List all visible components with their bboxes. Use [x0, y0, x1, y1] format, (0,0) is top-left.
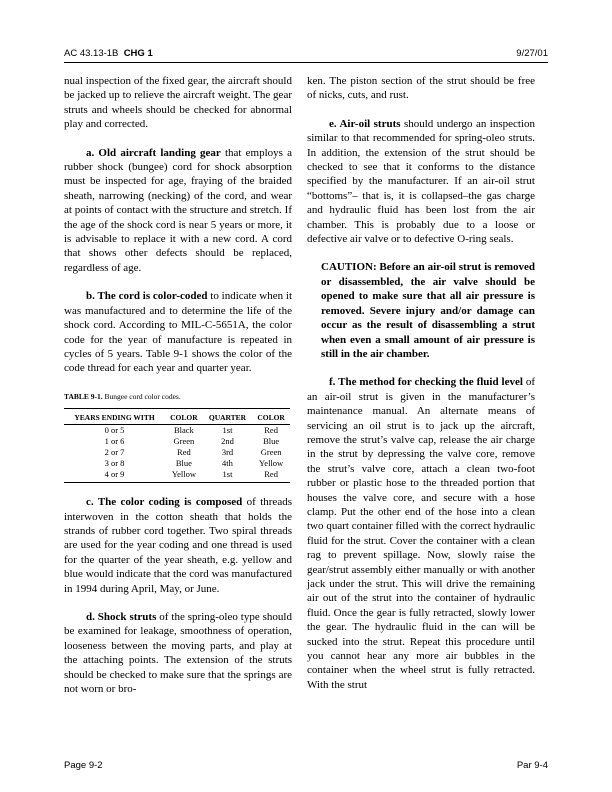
table-cell: 3rd [221, 447, 234, 458]
table-cell: Black [173, 425, 194, 436]
table-cell: Blue [263, 436, 280, 447]
footer-page-number: Page 9-2 [64, 760, 103, 771]
table-cell: 1 or 6 [104, 436, 125, 447]
header-doc-id: AC 43.13-1B CHG 1 [64, 48, 153, 59]
table-cell: 2nd [221, 436, 234, 447]
paragraph-f-heading: f. The method for checking the fluid level [329, 376, 523, 389]
table-cell: Red [252, 469, 290, 483]
header-rule [64, 62, 548, 63]
table-header-row [64, 409, 290, 425]
table-header-cell: COLOR [252, 409, 290, 425]
paragraph-e-heading: e. Air-oil struts [329, 117, 401, 130]
table-cell: 3 or 8 [104, 458, 125, 469]
table-cell: 1st [203, 469, 252, 483]
table-row [64, 447, 290, 458]
table-cell: Red [264, 425, 278, 436]
paragraph-b-heading: b. The cord is color-coded [86, 290, 208, 303]
table-cell: Yellow [165, 469, 203, 483]
paragraph-f: f. The method for checking the fluid level of an air-oil strut is given in the manufacturer’s maintenance manual. An alternate means of servicing an oil strut is to jack up the aircraft, remove the strut’s valve cap, release the air charge in the strut by depressing the valve core, remove the strut’s valve core, attach a clean two-foot rubber or plastic hose to the threaded portion that houses the valve core, and secure with a hose clamp. Put the other end of the hose into a clean two quart container filled with the correct hydraulic fluid for the strut. Cover the container with a clean rag to prevent spillage. Now, slowly raise the gear/strut assembly either manually or with another jack under the strut. This will drive the remaining air out of the strut into the container of hydraulic fluid. Once the gear is fully retracted, slowly lower the gear. The hydraulic fluid in the can will be sucked into the strut. Repeat this procedure until you cannot hear any more air bubbles in the container when the wheel strut is fully retracted. With the strut [307, 376, 535, 691]
table-cell: Green [260, 447, 282, 458]
table-row [64, 425, 290, 437]
paragraph-c: c. The color coding is composed of threads interwoven in the cotton sheath that holds the strands of rubber cord together. Two spiral threads are used for the year coding and one thread is used for the quarter of the year sheath, e.g. yellow and blue would indicate that the cord was manufactured in 1994 during April, May, or June. [64, 496, 292, 595]
table-row [64, 436, 290, 447]
right-column [307, 74, 535, 706]
paragraph-a-heading: a. Old aircraft landing gear [86, 146, 221, 159]
paragraph-d-heading: d. Shock struts [86, 610, 157, 623]
bungee-color-table [64, 408, 290, 483]
header-date: 9/27/01 [516, 48, 548, 59]
paragraph-c-heading: c. The color coding is composed [86, 496, 243, 509]
table-cell: Red [177, 447, 191, 458]
paragraph-continued-right: ken. The piston section of the strut should be free of nicks, cuts, and rust. [307, 75, 535, 102]
table-cell: 4 or 9 [64, 469, 165, 483]
paragraph-continued: nual inspection of the fixed gear, the aircraft should be jacked up to relieve the aircraft weight. The gear struts and wheels should be checked for abnormal play and corrected. [64, 75, 292, 131]
table-cell: 4th [222, 458, 233, 469]
footer-paragraph-ref: Par 9-4 [516, 760, 548, 771]
table-header-cell: QUARTER [203, 409, 252, 425]
left-column [64, 74, 292, 710]
table-header-cell: YEARS ENDING WITH [64, 409, 165, 425]
table-header-cell: COLOR [165, 409, 203, 425]
paragraph-d: d. Shock struts of the spring-oleo type should be examined for leakage, smoothness of operation, looseness between the moving parts, and play at the attaching points. The extension of the struts should be checked to make sure that the springs are not worn or bro- [64, 610, 292, 695]
paragraph-b: b. The cord is color-coded to indicate when it was manufactured and to determine the life of the shock cord. According to MIL-C-5651A, the color code for the year of manufacture is repeated in cycles of 5 years. Table 9-1 shows the color of the code thread for each year and quarter year. [64, 290, 292, 375]
table-cell: 0 or 5 [104, 425, 125, 436]
paragraph-e: e. Air-oil struts should undergo an inspection similar to that recommended for spring-oleo struts. In addition, the extension of the strut should be checked to see that it conforms to the distance specified by the manufacturer. If an air-oil strut “bottoms”– that is, it is collapsed–the gas charge and hydraulic fluid has been lost from the air chamber. This is probably due to a loose or defective air valve or to defective O-ring seals. [307, 117, 535, 246]
table-cell: Yellow [259, 458, 284, 469]
table-row [64, 469, 290, 483]
paragraph-a: a. Old aircraft landing gear that employs a rubber shock (bungee) cord for shock absorption must be inspected for age, fraying of the braided sheath, narrowing (necking) of the cord, and wear at points of contact with the structure and stretch. If the age of the shock cord is near 5 years or more, it is advisable to replace it with a new cord. A cord that shows other defects should be replaced, regardless of age. [64, 146, 293, 274]
table-cell: 1st [222, 425, 233, 436]
table-row [64, 458, 290, 469]
table-cell: 2 or 7 [104, 447, 125, 458]
table-cell: Green [173, 436, 195, 447]
table-cell: Blue [175, 458, 192, 469]
caution-note: CAUTION: Before an air-oil strut is removed or disassembled, the air valve should be opened to make sure that all air pressure is removed. Severe injury and/or damage can occur as the result of disassembling a strut when even a small amount of air pressure is still in the air chamber. [321, 261, 535, 360]
table-caption: TABLE 9-1. Bungee cord color codes. [64, 391, 181, 401]
header-change: CHG 1 [123, 48, 153, 59]
